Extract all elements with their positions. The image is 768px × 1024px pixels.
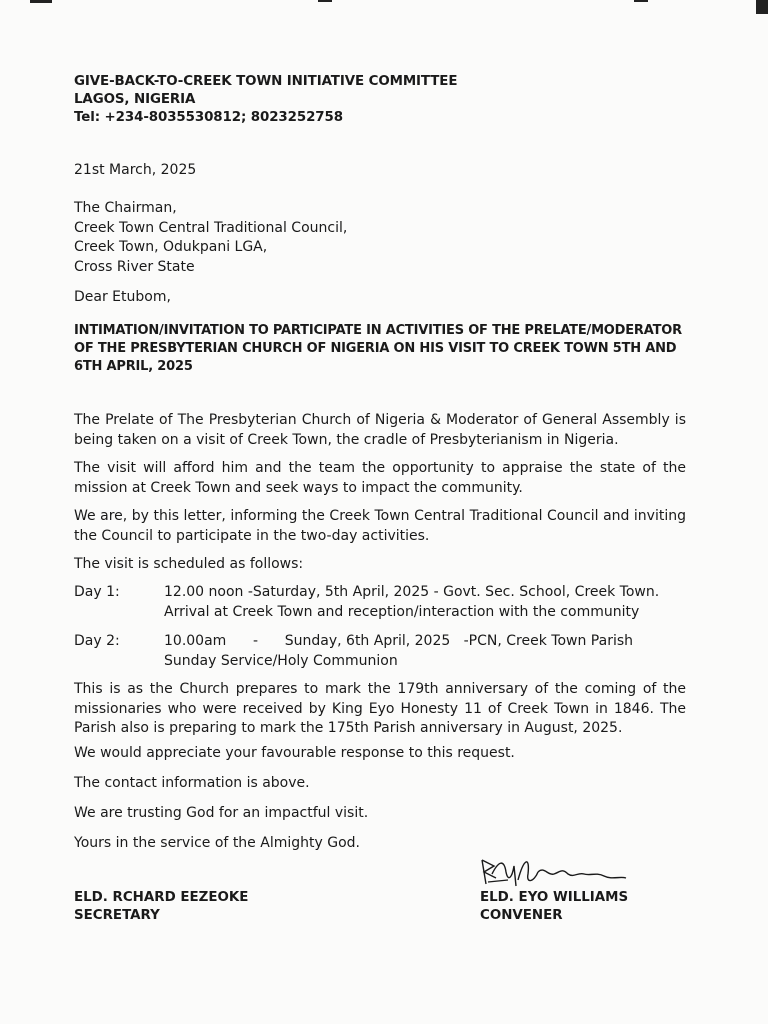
signatory-title: CONVENER bbox=[480, 908, 563, 923]
sender-city: LAGOS, NIGERIA bbox=[74, 92, 196, 107]
schedule-line: 10.00am - Sunday, 6th April, 2025 -PCN, Creek Town Parish bbox=[164, 633, 633, 649]
complimentary-close: Yours in the service of the Almighty God. bbox=[74, 835, 360, 851]
signatory-name: ELD. RCHARD EEZEOKE bbox=[74, 890, 249, 905]
handwritten-signature bbox=[478, 852, 628, 892]
letter-date: 21st March, 2025 bbox=[74, 162, 197, 178]
schedule-line: Arrival at Creek Town and reception/interaction with the community bbox=[164, 603, 640, 620]
schedule-line: 12.00 noon -Saturday, 5th April, 2025 - Govt. Sec. School, Creek Town. bbox=[164, 584, 660, 600]
letterhead bbox=[74, 73, 457, 127]
subject-heading: INTIMATION/INVITATION TO PARTICIPATE IN ACTIVITIES OF THE PRELATE/MODERATOR OF THE PRESBYTERIAN CHURCH OF NIGERIA ON HIS VISIT TO CREEK TOWN 5TH AND 6TH APRIL, 2025 bbox=[74, 323, 682, 374]
body-paragraph: We are trusting God for an impactful visit. bbox=[74, 805, 369, 821]
body-paragraph: The visit will afford him and the team the opportunity to appraise the state of the mission at Creek Town and seek ways to impact the community. bbox=[74, 460, 686, 496]
body-paragraph: This is as the Church prepares to mark the 179th anniversary of the coming of the missionaries who were received by King Eyo Honesty 11 of Creek Town in 1846. The Parish also is preparing to mark the 175th Parish anniversary in August, 2025. bbox=[74, 681, 686, 736]
body-paragraph: The Prelate of The Presbyterian Church of Nigeria & Moderator of General Assembly is being taken on a visit of Creek Town, the cradle of Presbyterianism in Nigeria. bbox=[74, 412, 686, 448]
sender-tel: Tel: +234-8035530812; 8023252758 bbox=[74, 110, 343, 125]
recipient-address bbox=[74, 199, 347, 277]
body-paragraph: We are, by this letter, informing the Creek Town Central Traditional Council and inviting the Council to participate in the two-day activities. bbox=[74, 508, 686, 544]
recipient-line: The Chairman, bbox=[74, 200, 177, 216]
recipient-line: Creek Town Central Traditional Council, bbox=[74, 219, 348, 236]
signatory-name: ELD. EYO WILLIAMS bbox=[480, 890, 629, 905]
body-paragraph: The contact information is above. bbox=[74, 775, 310, 791]
scan-edge-mark bbox=[30, 0, 52, 3]
schedule-day-label: Day 2: bbox=[74, 633, 120, 649]
schedule-line: Sunday Service/Holy Communion bbox=[164, 652, 398, 669]
recipient-line: Creek Town, Odukpani LGA, bbox=[74, 239, 268, 255]
recipient-line: Cross River State bbox=[74, 258, 195, 275]
scan-edge-mark bbox=[318, 0, 332, 2]
salutation: Dear Etubom, bbox=[74, 289, 171, 305]
scan-corner-mark bbox=[756, 0, 768, 14]
schedule-day-label: Day 1: bbox=[74, 584, 120, 600]
signatory-secretary bbox=[74, 889, 248, 925]
signatory-convener bbox=[480, 889, 628, 925]
scan-edge-mark bbox=[634, 0, 648, 2]
body-paragraph: We would appreciate your favourable response to this request. bbox=[74, 745, 515, 761]
signatory-title: SECRETARY bbox=[74, 908, 160, 923]
sender-org: GIVE-BACK-TO-CREEK TOWN INITIATIVE COMMITTEE bbox=[74, 74, 458, 89]
body-paragraph: The visit is scheduled as follows: bbox=[74, 556, 304, 572]
